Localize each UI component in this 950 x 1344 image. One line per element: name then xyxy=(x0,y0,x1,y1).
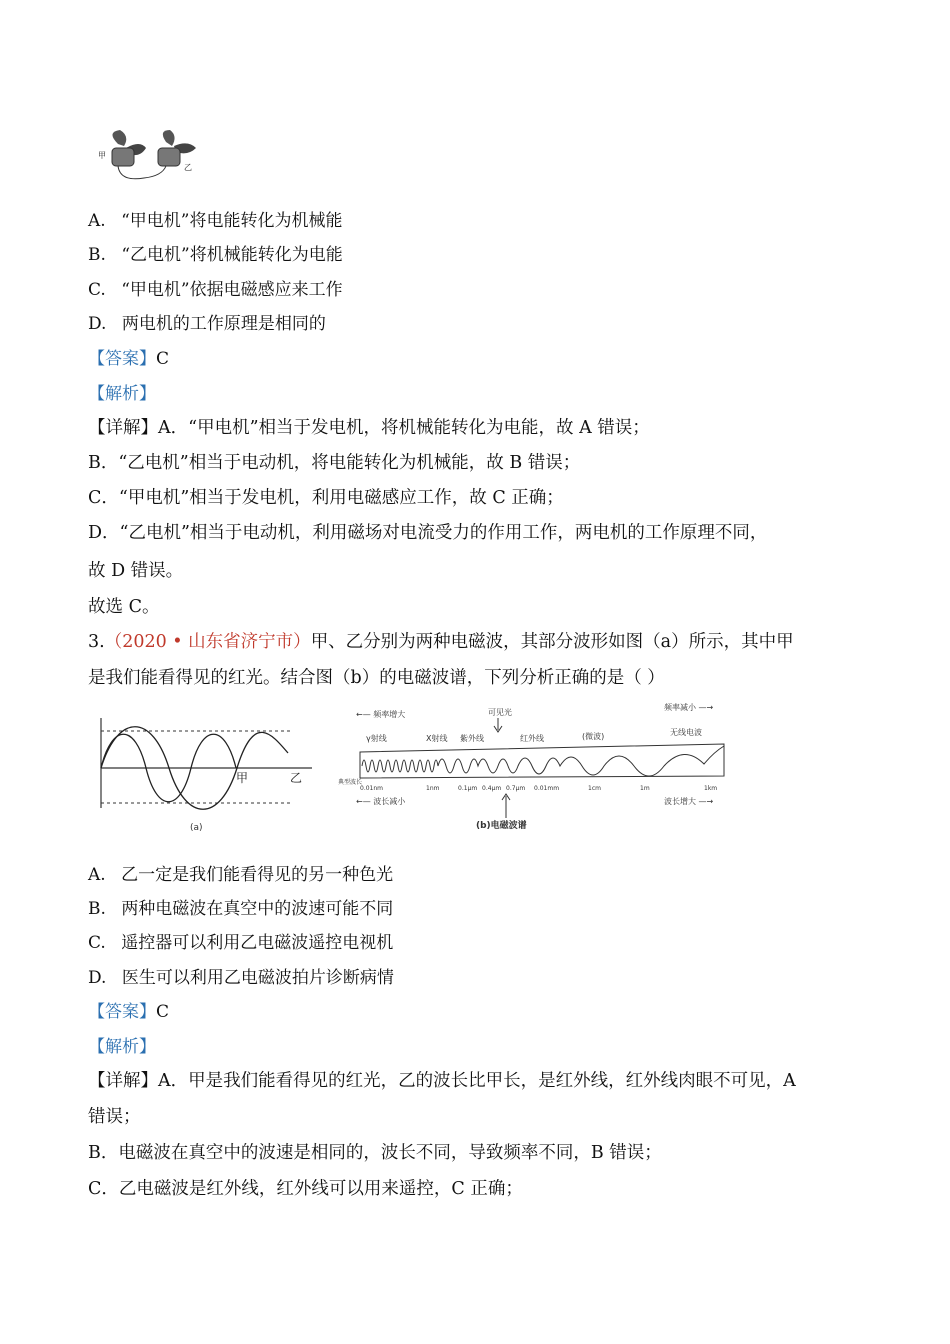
q3-detail-c: C．乙电磁波是红外线，红外线可以用来遥控，C 正确； xyxy=(88,1179,523,1199)
visible-arrow-up xyxy=(502,794,510,818)
option-label: D. xyxy=(88,968,107,988)
figure-b-caption: (b)电磁波谱 xyxy=(476,821,527,831)
tick-3: 0.4μm xyxy=(482,785,502,792)
motor-yi-body xyxy=(158,148,180,166)
tick-0: 0.01nm xyxy=(360,785,384,792)
option-text: 两种电磁波在真空中的波速可能不同 xyxy=(121,899,394,919)
answer-tag: 【答案】 xyxy=(88,1002,156,1022)
freq-decrease-label: 频率减小 —→ xyxy=(664,703,714,712)
gamma-label: γ射线 xyxy=(366,734,387,743)
option-label: B. xyxy=(88,245,106,265)
visible-arrow-down xyxy=(494,718,502,732)
q3-analysis-tag: 【解析】 xyxy=(88,1037,156,1057)
tick-6: 1cm xyxy=(588,785,601,792)
answer-value: C xyxy=(156,1002,170,1022)
tick-1: 1nm xyxy=(426,785,440,792)
stem-text: 甲、乙分别为两种电磁波，其部分波形如图（a）所示，其中甲 xyxy=(310,632,794,652)
option-text: 两电机的工作原理是相同的 xyxy=(121,314,326,334)
q2-detail-c: C．“甲电机”相当于发电机，利用电磁感应工作，故 C 正确； xyxy=(88,488,564,508)
option-label: D. xyxy=(88,314,107,334)
question-source: （2020 • 山东省济宁市） xyxy=(104,632,311,652)
q2-option-c xyxy=(88,277,343,303)
fan-blade-left-1 xyxy=(112,130,126,146)
q2-detail-d1: D．“乙电机”相当于电动机，利用磁场对电流受力的作用工作，两电机的工作原理不同， xyxy=(88,523,768,543)
q2-detail-a xyxy=(88,415,650,441)
tick-5: 0.01mm xyxy=(534,785,560,792)
option-text: 乙一定是我们能看得见的另一种色光 xyxy=(121,865,394,885)
detail-text: A．甲是我们能看得见的红光，乙的波长比甲长，是红外线，红外线肉眼不可见，A xyxy=(158,1071,796,1091)
motor-jia-label: 甲 xyxy=(98,151,106,160)
q2-detail-d2: 故 D 错误。 xyxy=(88,561,184,581)
q3-option-a xyxy=(88,862,393,888)
q3-detail-a1 xyxy=(88,1068,796,1094)
wavelength-axis-label: 典型波长 xyxy=(338,779,363,786)
motor-yi-label: 乙 xyxy=(184,163,192,172)
option-label: A. xyxy=(88,211,106,231)
tick-8: 1km xyxy=(704,785,718,792)
wl-decrease-label: ←— 波长减小 xyxy=(356,797,406,806)
visible-light-label: 可见光 xyxy=(488,708,512,717)
q3-stem-line1 xyxy=(88,629,794,655)
tick-2: 0.1μm xyxy=(458,785,478,792)
xray-label: X射线 xyxy=(426,734,448,743)
q3-option-c xyxy=(88,930,393,956)
option-label: C. xyxy=(88,933,106,953)
option-label: A. xyxy=(88,865,106,885)
q3-detail-b: B．电磁波在真空中的波速是相同的，波长不同，导致频率不同，B 错误； xyxy=(88,1143,662,1163)
microwave-label: (微波) xyxy=(582,732,605,741)
q2-option-a xyxy=(88,208,342,234)
tick-4: 0.7μm xyxy=(506,785,526,792)
motors-figure xyxy=(96,126,206,188)
option-text: “乙电机”将机械能转化为电能 xyxy=(121,245,343,265)
radio-label: 无线电波 xyxy=(670,728,702,737)
tick-7: 1m xyxy=(640,785,650,792)
q2-option-b xyxy=(88,242,343,268)
uv-label: 紫外线 xyxy=(460,734,484,743)
option-label: C. xyxy=(88,280,106,300)
option-text: 医生可以利用乙电磁波拍片诊断病情 xyxy=(121,968,394,988)
answer-tag: 【答案】 xyxy=(88,349,156,369)
wave-yi-label: 乙 xyxy=(290,771,303,785)
q2-choose: 故选 C。 xyxy=(88,597,160,617)
option-label: B. xyxy=(88,899,106,919)
q2-analysis-tag: 【解析】 xyxy=(88,384,156,404)
q2-answer xyxy=(88,346,169,372)
option-text: “甲电机”依据电磁感应来工作 xyxy=(121,280,343,300)
option-text: 遥控器可以利用乙电磁波遥控电视机 xyxy=(121,933,394,953)
wl-increase-label: 波长增大 —→ xyxy=(664,797,714,806)
motor-jia-body xyxy=(112,148,134,166)
q2-detail-b: B．“乙电机”相当于电动机，将电能转化为机械能，故 B 错误； xyxy=(88,453,581,473)
q3-detail-a2: 错误； xyxy=(88,1107,141,1127)
q3-option-b xyxy=(88,896,393,922)
wave-jia-label: 甲 xyxy=(236,771,249,785)
fan-blade-right-1 xyxy=(163,130,175,146)
figure-b-spectrum xyxy=(338,700,738,836)
freq-increase-label: ←— 频率增大 xyxy=(356,710,406,719)
q2-option-d xyxy=(88,311,326,337)
figure-a-waves xyxy=(90,708,320,838)
answer-value: C xyxy=(156,349,170,369)
q3-answer xyxy=(88,999,169,1025)
detail-tag: 【详解】 xyxy=(88,418,158,438)
q3-stem-line2: 是我们能看得见的红光。结合图（b）的电磁波谱，下列分析正确的是（ ） xyxy=(88,668,665,688)
q3-option-d xyxy=(88,965,394,991)
connecting-wire xyxy=(118,166,166,179)
question-number: 3. xyxy=(88,632,105,652)
detail-tag: 【详解】 xyxy=(88,1071,158,1091)
detail-text: A．“甲电机”相当于发电机，将机械能转化为电能，故 A 错误； xyxy=(158,418,650,438)
ir-label: 红外线 xyxy=(520,734,544,743)
figure-a-caption: (a) xyxy=(190,823,203,833)
option-text: “甲电机”将电能转化为机械能 xyxy=(121,211,343,231)
